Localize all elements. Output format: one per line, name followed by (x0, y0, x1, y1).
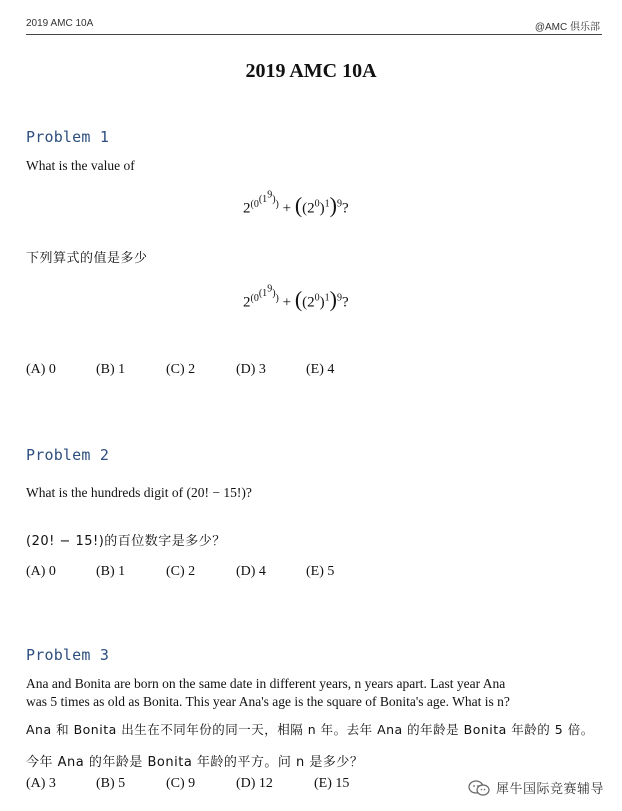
choice[interactable]: (A) 3 (26, 776, 56, 791)
problem-2-heading: Problem 2 (26, 446, 110, 464)
page-header (26, 14, 602, 35)
choice[interactable]: (B) 5 (96, 776, 126, 791)
problem-1-choices (26, 362, 334, 378)
problem-1-formula: $2^{(0^{(1^9)})} + ((2^0)^1)^9$? (243, 190, 349, 218)
problem-1-question-zh: 下列算式的值是多少 (26, 251, 148, 266)
problem-2-question-en: What is the hundreds digit of (20! − 15!)? (26, 485, 252, 500)
choice[interactable]: (B) 1 (96, 564, 126, 579)
problem-1-formula-zh: $2^{(0^{(1^9)})} + ((2^0)^1)^9$? (243, 284, 349, 312)
page-title: 2019 AMC 10A (245, 60, 377, 82)
choice[interactable]: (C) 2 (166, 564, 196, 579)
problem-2-question-zh: (20! − 15!)的百位数字是多少？ (26, 534, 226, 549)
problem-3-choices (26, 776, 349, 792)
choice[interactable]: (E) 4 (306, 362, 335, 377)
problem-1-heading: Problem 1 (26, 128, 110, 146)
choice[interactable]: (C) 2 (166, 362, 196, 377)
choice[interactable]: (D) 4 (236, 564, 266, 579)
header-right: @AMC 俱乐部 (534, 22, 600, 33)
problem-3-heading: Problem 3 (26, 646, 110, 664)
header-left: 2019 AMC 10A (26, 18, 94, 29)
problem-3-question-zh-line2: 今年 Ana 的年龄是 Bonita 年龄的平方。问 n 是多少？ (26, 755, 364, 770)
choice[interactable]: (A) 0 (26, 564, 56, 579)
choice[interactable]: (B) 1 (96, 362, 126, 377)
wechat-icon (468, 779, 490, 797)
choice[interactable]: (E) 5 (306, 564, 335, 579)
choice[interactable]: (D) 12 (236, 776, 273, 791)
choice[interactable]: (D) 3 (236, 362, 266, 377)
choice[interactable]: (E) 15 (314, 776, 350, 791)
problem-1-question-en: What is the value of (26, 158, 135, 173)
choice[interactable]: (C) 9 (166, 776, 196, 791)
choice[interactable]: (A) 0 (26, 362, 56, 377)
problem-3-question-zh-line1: Ana 和 Bonita 出生在不同年份的同一天，相隔 n 年。去年 Ana 的年龄是 Bonita 年龄的 5 倍。 (26, 722, 594, 737)
problem-2-choices (26, 564, 334, 580)
problem-3-question-en-line1: Ana and Bonita are born on the same date in different years, n years apart. Last year Ana (26, 676, 506, 691)
watermark (468, 778, 604, 797)
watermark-text: 犀牛国际竞赛辅导 (495, 782, 604, 797)
problem-3-question-en-line2: was 5 times as old as Bonita. This year Ana's age is the square of Bonita's age. What is n? (26, 694, 510, 709)
